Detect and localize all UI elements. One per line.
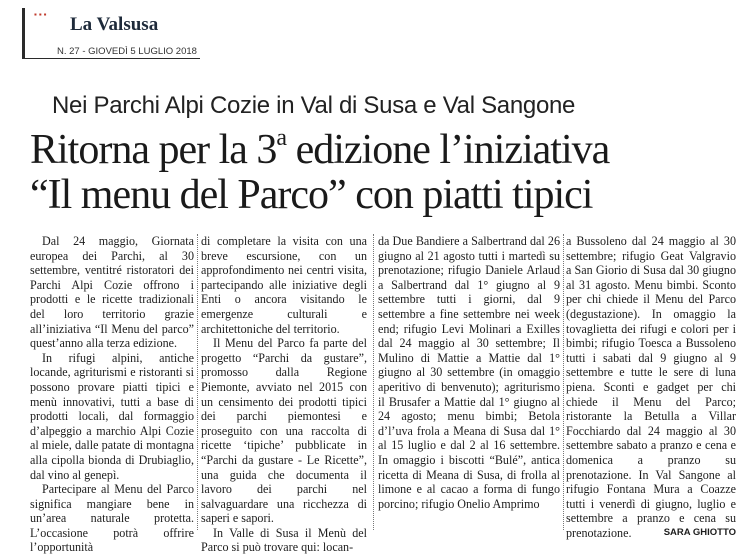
paragraph: da Due Bandiere a Salbertrand dal 26 giugno al 21 agosto tutti i martedì su prenotazione; rifugio Daniele Arlaud a Salbertrand dal 1° giugno al 9 settembre tutti i giorni, dal 9 settembre a fine settembre nei week end; rifugio Levi Molinari a Exilles dal 24 maggio al 30 settembre; Il Mulino di Mattie a Mattie dal 1° giugno al 30 settembre (in omaggio aperitivo di benvenuto); agriturismo il Brusafer a Mattie dal 1° giugno al 24 agosto; menu bimbi; Betola d’l’uva frola a Meana di Susa dal 1° al 15 luglio e dal 2 al 16 settembre. In omaggio i biscotti “Bulé”, antica ricetta di Meana di Susa, di frolla al limone e al cacao a forma di fungo porcino; rifugio Onelio Amprimo: [378, 234, 560, 511]
headline-line-2: “Il menu del Parco” con piatti tipici: [30, 172, 593, 218]
paragraph: Partecipare al Menu del Parco significa mangiare bene in un’area naturale protetta. L’occasione potrà offrire l’opportunità: [30, 482, 194, 555]
paragraph: di completare la visita con una breve escursione, con un approfondimento nei centri visita, partecipando alle iniziative degli Enti o ancora visitando le emergenze culturali e architettoniche del territorio.: [201, 234, 367, 336]
column-separator: [563, 234, 564, 530]
flag-icon: ▪▪▪: [34, 10, 49, 19]
article-kicker: Nei Parchi Alpi Cozie in Val di Susa e Val Sangone: [52, 92, 576, 119]
paragraph: In rifugi alpini, antiche locande, agriturismi e ristoranti si possono provare piatti tipici e menù innovativi, tutti a base di prodotti locali, dal formaggio d’alpeggio a marchio Alpi Cozie al miele, dalle patate di montagna alla cipolla bionda di Drubiaglio, dal vino al genepì.: [30, 350, 194, 482]
article-headline: [30, 125, 740, 218]
headline-line-1: [30, 125, 740, 173]
headline-line-1-rest: edizione l’iniziativa: [286, 127, 610, 173]
newspaper-title: La Valsusa: [70, 14, 159, 35]
headline-superscript: a: [276, 125, 287, 151]
author-signature: SARA GHIOTTO: [663, 527, 736, 539]
column-separator: [373, 234, 374, 530]
article-column-2: [201, 234, 367, 555]
paragraph: In Valle di Susa il Menù del Parco si può trovare qui: locan-: [201, 525, 367, 555]
article-column-1: [30, 234, 194, 555]
article-column-4: [566, 234, 736, 541]
headline-line-1-text: Ritorna per la 3: [30, 127, 277, 173]
paragraph: Dal 24 maggio, Giornata europea dei Parchi, al 30 settembre, ventitré ristoratori dei Parchi Alpi Cozie offrono i prodotti e le ricette tradizionali del loro territorio grazie all’iniziativa “Il Menu del parco” quest’anno alla terza edizione.: [30, 234, 194, 351]
masthead: [22, 8, 200, 60]
paragraph: Il Menu del Parco fa parte del progetto “Parchi da gustare”, promosso dalla Regione Piemonte, avviato nel 2015 con un censimento dei prodotti tipici dei parchi piemontesi e proseguito con una raccolta di ricette ‘tipiche’ pubblicate in “Parchi da gustare - Le Ricette”, una guida che documenta il lavoro dei parchi nel salvaguardare una ricchezza di saperi e sapori.: [201, 336, 367, 526]
masthead-rule: [22, 8, 25, 58]
article-column-3: [378, 234, 560, 511]
issue-line: N. 27 - GIOVEDÌ 5 LUGLIO 2018: [57, 46, 197, 57]
paragraph: a Bussoleno dal 24 maggio al 30 settembre; rifugio Geat Valgravio a San Giorio di Susa dal 30 giugno al 31 agosto. Menu bimbi. Sconto per chi chiede il Menu del Parco (degustazione). In omaggio la tovaglietta dei rifugi e colori per i bimbi; rifugio Toesca a Bussoleno tutti i sabati dal 9 giugno al 9 settembre e tutte le sere di luna piena. Sconti e gadget per chi chiede il Menu del Parco; ristorante la Betulla a Villar Focchiardo dal 24 maggio al 30 settembre sabato a pranzo e cena e domenica a pranzo su prenotazione. In Val Sangone al rifugio Fontana Mura a Coazze tutti i venerdì di giugno, luglio e settembre a pranzo e cena su prenotazione.: [566, 234, 736, 540]
masthead-divider: [22, 58, 200, 59]
column-separator: [197, 234, 198, 530]
